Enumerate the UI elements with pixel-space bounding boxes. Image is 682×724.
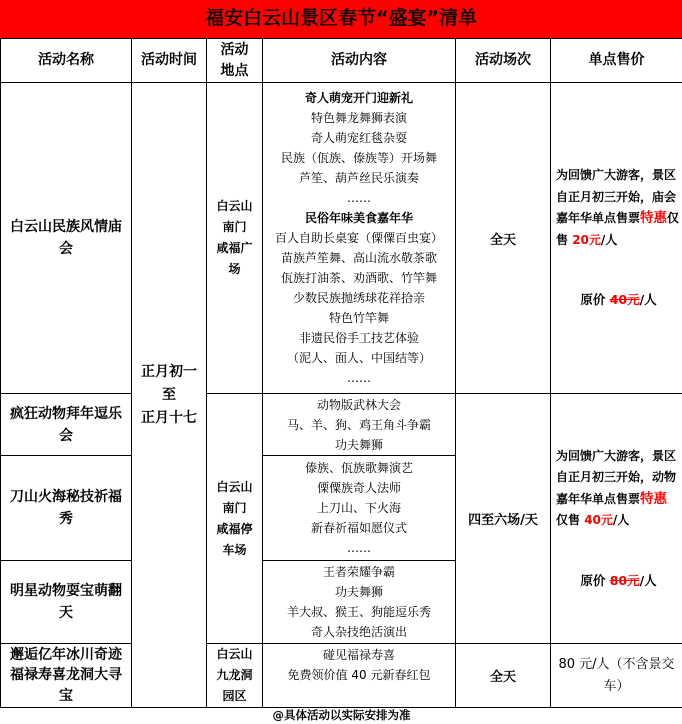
header-place-label: 活动地点 — [220, 41, 249, 79]
content-line: 功夫舞狮 — [334, 437, 383, 452]
header-name: 活动名称 — [1, 39, 132, 83]
activity-row — [1, 83, 682, 394]
price-amount: 20元 — [572, 232, 601, 247]
activity-price — [551, 83, 682, 394]
activity-sessions — [456, 83, 551, 394]
content-line: 民族（佤族、傣族等）开场舞 — [280, 151, 437, 165]
activity-name — [1, 644, 132, 708]
activity-content — [263, 644, 456, 708]
header-price: 单点售价 — [551, 39, 682, 83]
price-text: 为回馈广大游客，景区 自正月初三开始，动物 嘉年华单点售票 — [556, 448, 677, 506]
event-table — [0, 38, 682, 723]
activity-place — [207, 83, 263, 394]
header-row — [1, 39, 682, 83]
content-line: 苗族芦笙舞、高山流水敬茶歌 — [280, 251, 437, 265]
activity-time — [132, 83, 207, 708]
activity-name — [1, 394, 132, 456]
original-price — [556, 289, 681, 311]
content-line: （泥人、面人、中国结等） — [286, 351, 431, 365]
content-line: 芦笙、葫芦丝民乐演奏 — [298, 171, 419, 185]
content-line: 免费领价值 40 元新春红包 — [287, 668, 431, 682]
sessions-text: 四至六场/天 — [468, 513, 538, 528]
activity-name-text: 明星动物耍宝萌翻天 — [10, 583, 122, 621]
price-text: 80 元/人（不含景交车） — [558, 656, 675, 694]
content-line: 百人自助长桌宴（傈僳百虫宴） — [274, 231, 443, 245]
original-price-amount: 80元 — [609, 572, 640, 588]
price-unit: /人 — [612, 513, 630, 528]
price-description — [556, 446, 681, 532]
activity-place — [207, 644, 263, 708]
content-line: 羊大叔、猴王、狗能逗乐秀 — [286, 605, 431, 619]
price-highlight: 特惠 — [640, 490, 668, 507]
activity-row — [1, 394, 682, 456]
activity-place-text: 白云山 南门 咸福广 场 — [216, 199, 253, 276]
price-highlight: 特惠 — [640, 210, 668, 227]
activity-price — [551, 644, 682, 708]
time-end: 正月十七 — [141, 409, 197, 426]
content-line: 马、羊、狗、鸡王角斗争霸 — [286, 417, 431, 432]
content-line: 奇人萌宠红毯杂耍 — [310, 131, 407, 145]
activity-name-text: 疯狂动物拜年逗乐会 — [10, 405, 122, 444]
activity-name — [1, 83, 132, 394]
original-price-label: 原价 — [580, 292, 610, 308]
price-description — [556, 165, 681, 251]
activity-name — [1, 561, 132, 644]
activity-place — [207, 394, 263, 644]
content-line: 少数民族抛绣球花祥拾亲 — [292, 291, 425, 305]
activity-sessions — [456, 644, 551, 708]
activity-sessions — [456, 394, 551, 644]
sessions-text: 全天 — [489, 670, 516, 685]
time-separator: 至 — [162, 386, 176, 403]
activity-place-text: 白云山 九龙洞 园区 — [216, 647, 253, 703]
activity-name-text: 刀山火海秘技祈福秀 — [10, 489, 122, 527]
content-line: 非遗民俗手工技艺体验 — [298, 331, 419, 345]
activity-row — [1, 644, 682, 708]
price-unit: /人 — [600, 232, 618, 247]
price-amount: 40元 — [584, 513, 613, 528]
content-line: 特色竹竿舞 — [328, 311, 389, 325]
content-line: …… — [347, 371, 371, 385]
content-line: 傣族、佤族歌舞演艺 — [304, 461, 413, 475]
content-line: …… — [347, 541, 371, 555]
activity-name-text: 邂逅亿年冰川奇迹福禄寿喜龙洞大寻宝 — [10, 646, 122, 704]
title-bar — [0, 0, 682, 38]
sessions-text: 全天 — [489, 232, 516, 248]
content-line: 傈僳族奇人法师 — [316, 481, 401, 495]
activity-content — [263, 394, 456, 456]
original-price-unit: /人 — [639, 292, 657, 308]
content-line: 新春祈福如愿仪式 — [310, 521, 407, 535]
content-line: 奇人杂技绝活演出 — [310, 625, 407, 639]
original-price — [556, 570, 681, 592]
content-line: 碰见福禄寿喜 — [322, 648, 395, 662]
content-line: 上刀山、下火海 — [316, 501, 401, 515]
header-sessions: 活动场次 — [456, 39, 551, 83]
footer-row — [1, 708, 682, 723]
original-price-unit: /人 — [639, 572, 657, 588]
content-line: …… — [347, 191, 371, 205]
footer-note: @具体活动以实际安排为准 — [1, 708, 682, 723]
header-content: 活动内容 — [263, 39, 456, 83]
header-time: 活动时间 — [132, 39, 207, 83]
header-place — [207, 39, 263, 83]
content-line: 佤族打油茶、劝酒歌、竹竿舞 — [280, 271, 437, 285]
content-line: 民俗年味美食嘉年华 — [304, 211, 413, 225]
content-line: 功夫舞狮 — [334, 585, 383, 599]
original-price-amount: 40元 — [609, 292, 640, 308]
content-line: 特色舞龙舞狮表演 — [310, 111, 407, 125]
price-text: 为回馈广大游客，景区 自正月初三开始，庙会 嘉年华单点售票 — [556, 168, 677, 226]
original-price-label: 原价 — [580, 572, 610, 588]
activity-content — [263, 561, 456, 644]
content-line: 动物版武林大会 — [316, 397, 401, 412]
price-text: 仅售 — [556, 513, 581, 528]
content-line: 王者荣耀争霸 — [322, 565, 395, 579]
activity-place-text: 白云山 南门 咸福停 车场 — [216, 479, 253, 557]
page-title: 福安白云山景区春节“盛宴”清单 — [205, 7, 477, 29]
activity-name-text: 白云山民族风情庙会 — [10, 219, 122, 257]
content-line: 奇人萌宠开门迎新礼 — [304, 91, 413, 105]
activity-price — [551, 394, 682, 644]
time-start: 正月初一 — [141, 363, 197, 380]
activity-content — [263, 456, 456, 561]
activity-content — [263, 83, 456, 394]
price-text: 仅 售 — [556, 211, 680, 247]
activity-name — [1, 456, 132, 561]
